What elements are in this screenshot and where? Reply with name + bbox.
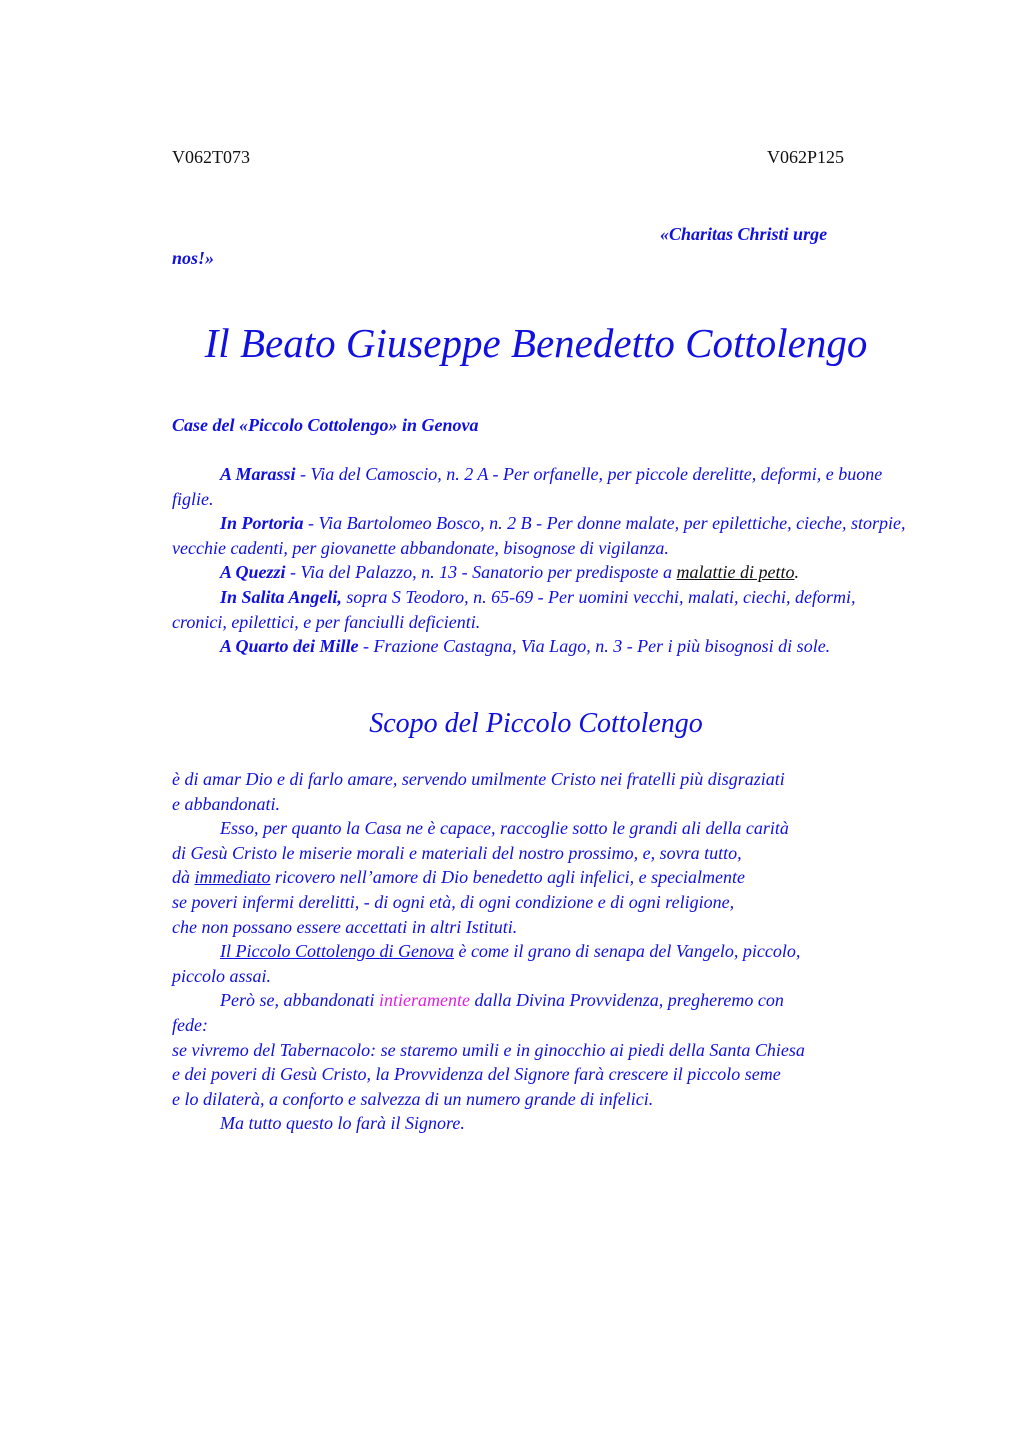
body-text: Però se, abbandonati <box>220 990 379 1011</box>
body-line: e lo dilaterà, a conforto e salvezza di un numero grande di infelici. <box>172 1088 654 1109</box>
body-line: Ma tutto questo lo farà il Signore. <box>220 1113 465 1134</box>
house-place: In Salita Angeli, <box>220 586 342 607</box>
document-codes <box>172 147 844 171</box>
house-item <box>172 560 912 585</box>
immediato-link[interactable]: immediato <box>194 867 271 888</box>
house-item <box>172 511 912 560</box>
body-text: dalla Divina Provvidenza, pregheremo con <box>469 990 784 1011</box>
scopo-body <box>172 767 932 1136</box>
house-place: A Quezzi <box>220 562 286 583</box>
piccolo-cottolengo-link[interactable]: Il Piccolo Cottolengo di Genova <box>220 941 454 962</box>
house-text: - Via del Palazzo, n. 13 - Sanatorio per predisposte a <box>285 562 677 583</box>
body-line <box>172 939 932 964</box>
body-text: ricovero nell’amore di Dio benedetto agli infelici, e specialmente <box>270 867 746 888</box>
body-line <box>172 865 932 890</box>
motto-line-2: nos!» <box>172 248 215 268</box>
houses-heading: Case del «Piccolo Cottolengo» in Genova <box>172 415 479 435</box>
page-title: Il Beato Giuseppe Benedetto Cottolengo <box>204 320 868 366</box>
house-text: - Frazione Castagna, Via Lago, n. 3 - Per i più bisognosi di sole. <box>358 636 831 657</box>
code-left: V062T073 <box>172 147 250 167</box>
body-line: che non possano essere accettati in altri Istituti. <box>172 916 518 937</box>
body-line <box>172 988 932 1013</box>
scopo-heading: Scopo del Piccolo Cottolengo <box>369 708 703 739</box>
house-place: In Portoria <box>220 513 304 534</box>
houses-list <box>172 462 912 659</box>
house-item <box>172 462 912 511</box>
house-item <box>172 634 912 659</box>
body-line: di Gesù Cristo le miserie morali e materiali del nostro prossimo, e, sovra tutto, <box>172 842 742 863</box>
house-text: - Via del Camoscio, n. 2 A - Per orfanelle, per piccole derelitte, deformi, e buone figlie. <box>172 464 883 509</box>
body-line: se poveri infermi derelitti, - di ogni età, di ogni condizione e di ogni religione, <box>172 891 735 912</box>
motto <box>172 222 862 270</box>
body-line: se vivremo del Tabernacolo: se staremo umili e in ginocchio ai piedi della Santa Chiesa <box>172 1039 805 1060</box>
house-place: A Marassi <box>220 464 296 484</box>
body-text: dà <box>172 867 195 888</box>
house-link[interactable]: malattie di petto <box>676 562 795 583</box>
house-text: - Via Bartolomeo Bosco, n. 2 B - Per donne malate, per epilettiche, cieche, storpie, vecchie cadenti, per giovanette abbandonate, bisognose di vigilanza. <box>172 513 906 558</box>
house-text: sopra S Teodoro, n. 65-69 - Per uomini vecchi, malati, ciechi, deformi, cronici, epilettici, e per fanciulli deficienti. <box>172 586 856 632</box>
highlighted-word: intieramente <box>379 990 470 1011</box>
body-line: e dei poveri di Gesù Cristo, la Provvidenza del Signore farà crescere il piccolo seme <box>172 1064 781 1085</box>
body-line: Esso, per quanto la Casa ne è capace, raccoglie sotto le grandi ali della carità <box>220 818 789 839</box>
body-text: è come il grano di senapa del Vangelo, piccolo, <box>453 941 801 962</box>
body-line: piccolo assai. <box>172 965 271 986</box>
house-place: A Quarto dei Mille <box>220 636 359 657</box>
code-right: V062P125 <box>766 147 844 167</box>
house-item <box>172 585 912 634</box>
body-line: fede: <box>172 1014 208 1035</box>
house-tail: . <box>794 562 799 583</box>
motto-line-1: «Charitas Christi urge <box>660 224 828 244</box>
body-line: e abbandonati. <box>172 793 280 814</box>
body-line: è di amar Dio e di farlo amare, servendo umilmente Cristo nei fratelli più disgraziati <box>172 769 785 789</box>
